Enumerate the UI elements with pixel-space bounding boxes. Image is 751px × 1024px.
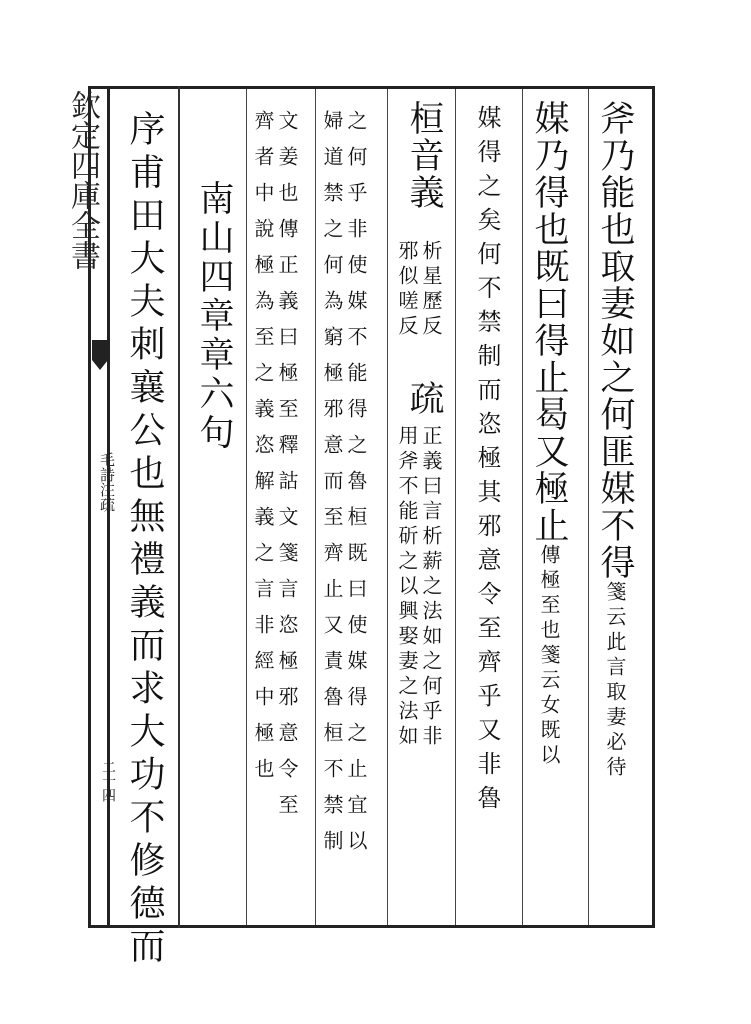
collection-title: 欽定四庫全書 xyxy=(65,90,100,270)
text-column-6 xyxy=(253,110,297,920)
text-column-2 xyxy=(529,100,569,920)
column-rule xyxy=(246,89,247,925)
commentary-text: 婦道禁之何為窮極邪意而至齊止又責魯桓不禁制 xyxy=(320,110,344,866)
commentary-text: 析星歷反 xyxy=(419,240,443,340)
column-rule xyxy=(455,89,456,925)
commentary-text: 文姜也傳正義曰極至釋詁文箋言恣極邪意令至 xyxy=(275,110,299,830)
book-title: 毛詩注疏 xyxy=(98,452,116,512)
fish-tail-mark-icon xyxy=(92,340,108,370)
commentary-text: 傳極至也箋云女既以 xyxy=(537,544,561,769)
commentary-pair xyxy=(397,425,441,915)
shu-marker: 疏 xyxy=(404,380,444,417)
text-column-5 xyxy=(322,110,366,920)
commentary-text: 正義曰言析薪之法如之何乎非 xyxy=(419,425,443,750)
page-number: 二十四 xyxy=(100,760,116,802)
gutter-divider xyxy=(178,86,180,928)
text-column-1 xyxy=(595,100,635,920)
text-column-3: 媒得之矣何不禁制而恣極其邪意令至齊乎又非魯 xyxy=(473,105,501,819)
chapter-heading: 南山四章章六句 xyxy=(194,180,234,453)
text-column-4 xyxy=(393,100,453,920)
commentary-text: 邪似嗟反 xyxy=(395,240,419,340)
main-text: 桓音義 xyxy=(404,100,444,211)
column-rule xyxy=(588,89,589,925)
column-rule xyxy=(315,89,316,925)
column-rule xyxy=(522,89,523,925)
commentary-text: 之何乎非使媒不能得之魯桓既曰使媒得之止宜以 xyxy=(344,110,368,866)
commentary-text: 用斧不能斫之以興娶妻之法如 xyxy=(395,425,419,750)
column-rule xyxy=(387,89,388,925)
commentary-pair xyxy=(397,240,441,370)
main-text: 媒乃得也既曰得止曷又極止 xyxy=(529,100,569,544)
commentary-text: 齊者中說極為至之義恣解義之言非經中極也 xyxy=(251,110,275,794)
commentary-text: 箋云此言取妻必待 xyxy=(603,581,627,781)
preface-text: 序甫田大夫刺襄公也無禮義而求大功不修德而 xyxy=(124,110,165,970)
main-text: 斧乃能也取妻如之何匪媒不得 xyxy=(595,100,635,581)
page-border xyxy=(88,86,655,970)
